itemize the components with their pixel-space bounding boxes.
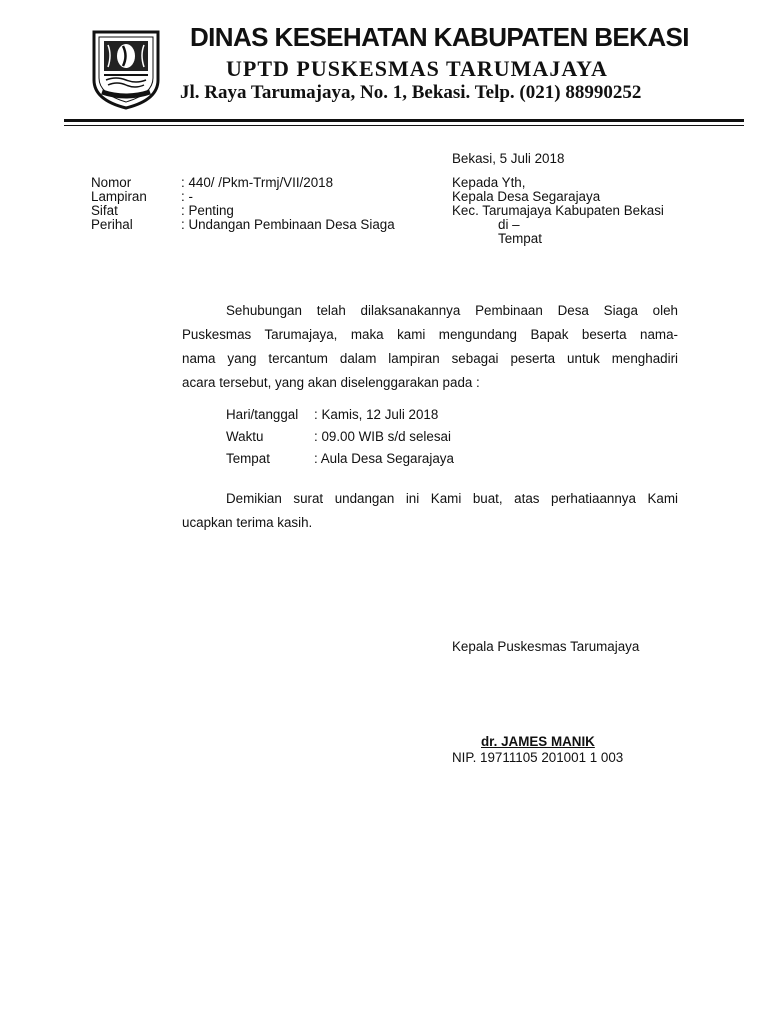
- letter-date: Bekasi, 5 Juli 2018: [452, 151, 565, 166]
- paragraph-line: Sehubungan telah dilaksanakannya Pembinaan Desa Siaga oleh: [226, 303, 678, 318]
- signatory-nip: NIP. 19711105 201001 1 003: [452, 750, 624, 765]
- recipient-line-2: Kepala Desa Segarajaya: [452, 189, 601, 204]
- paragraph-line: nama yang tercantum dalam lampiran sebagai peserta untuk menghadiri: [182, 351, 678, 366]
- nomor-label: Nomor: [91, 175, 132, 190]
- agency-name: DINAS KESEHATAN KABUPATEN BEKASI: [190, 22, 689, 52]
- paragraph-line: Puskesmas Tarumajaya, maka kami mengundang Bapak beserta nama-: [182, 327, 678, 342]
- nomor-value: : 440/ /Pkm-Trmj/VII/2018: [181, 175, 334, 190]
- event-time-label: Waktu: [226, 429, 264, 444]
- event-date-label: Hari/tanggal: [226, 407, 299, 422]
- recipient-line-1: Kepada Yth,: [452, 175, 526, 190]
- perihal-value: : Undangan Pembinaan Desa Siaga: [181, 217, 395, 232]
- letterhead-divider-thin: [64, 125, 744, 126]
- event-time-value: : 09.00 WIB s/d selesai: [314, 429, 451, 444]
- perihal-label: Perihal: [91, 217, 133, 232]
- recipient-line-3: Kec. Tarumajaya Kabupaten Bekasi: [452, 203, 664, 218]
- signatory-name: dr. JAMES MANIK: [481, 734, 595, 749]
- bekasi-regency-emblem-icon: [90, 28, 162, 110]
- lampiran-label: Lampiran: [91, 189, 147, 204]
- recipient-line-4: di –: [498, 217, 520, 232]
- unit-name: UPTD PUSKESMAS TARUMAJAYA: [226, 56, 608, 81]
- address-line: Jl. Raya Tarumajaya, No. 1, Bekasi. Telp. (021) 88990252: [180, 82, 642, 103]
- event-place-value: : Aula Desa Segarajaya: [314, 451, 454, 466]
- paragraph-line: acara tersebut, yang akan diselenggarakan pada :: [182, 375, 480, 390]
- body-paragraph-2: [182, 487, 678, 535]
- letterhead-divider-thick: [64, 119, 744, 122]
- signatory-title: Kepala Puskesmas Tarumajaya: [452, 639, 640, 654]
- body-paragraph-1: [182, 299, 678, 395]
- event-place-label: Tempat: [226, 451, 270, 466]
- recipient-line-5: Tempat: [498, 231, 542, 246]
- paragraph-line: ucapkan terima kasih.: [182, 515, 313, 530]
- event-date-value: : Kamis, 12 Juli 2018: [314, 407, 439, 422]
- sifat-value: : Penting: [181, 203, 234, 218]
- paragraph-line: Demikian surat undangan ini Kami buat, atas perhatiaannya Kami: [226, 491, 678, 506]
- sifat-label: Sifat: [91, 203, 118, 218]
- lampiran-value: : -: [181, 189, 193, 204]
